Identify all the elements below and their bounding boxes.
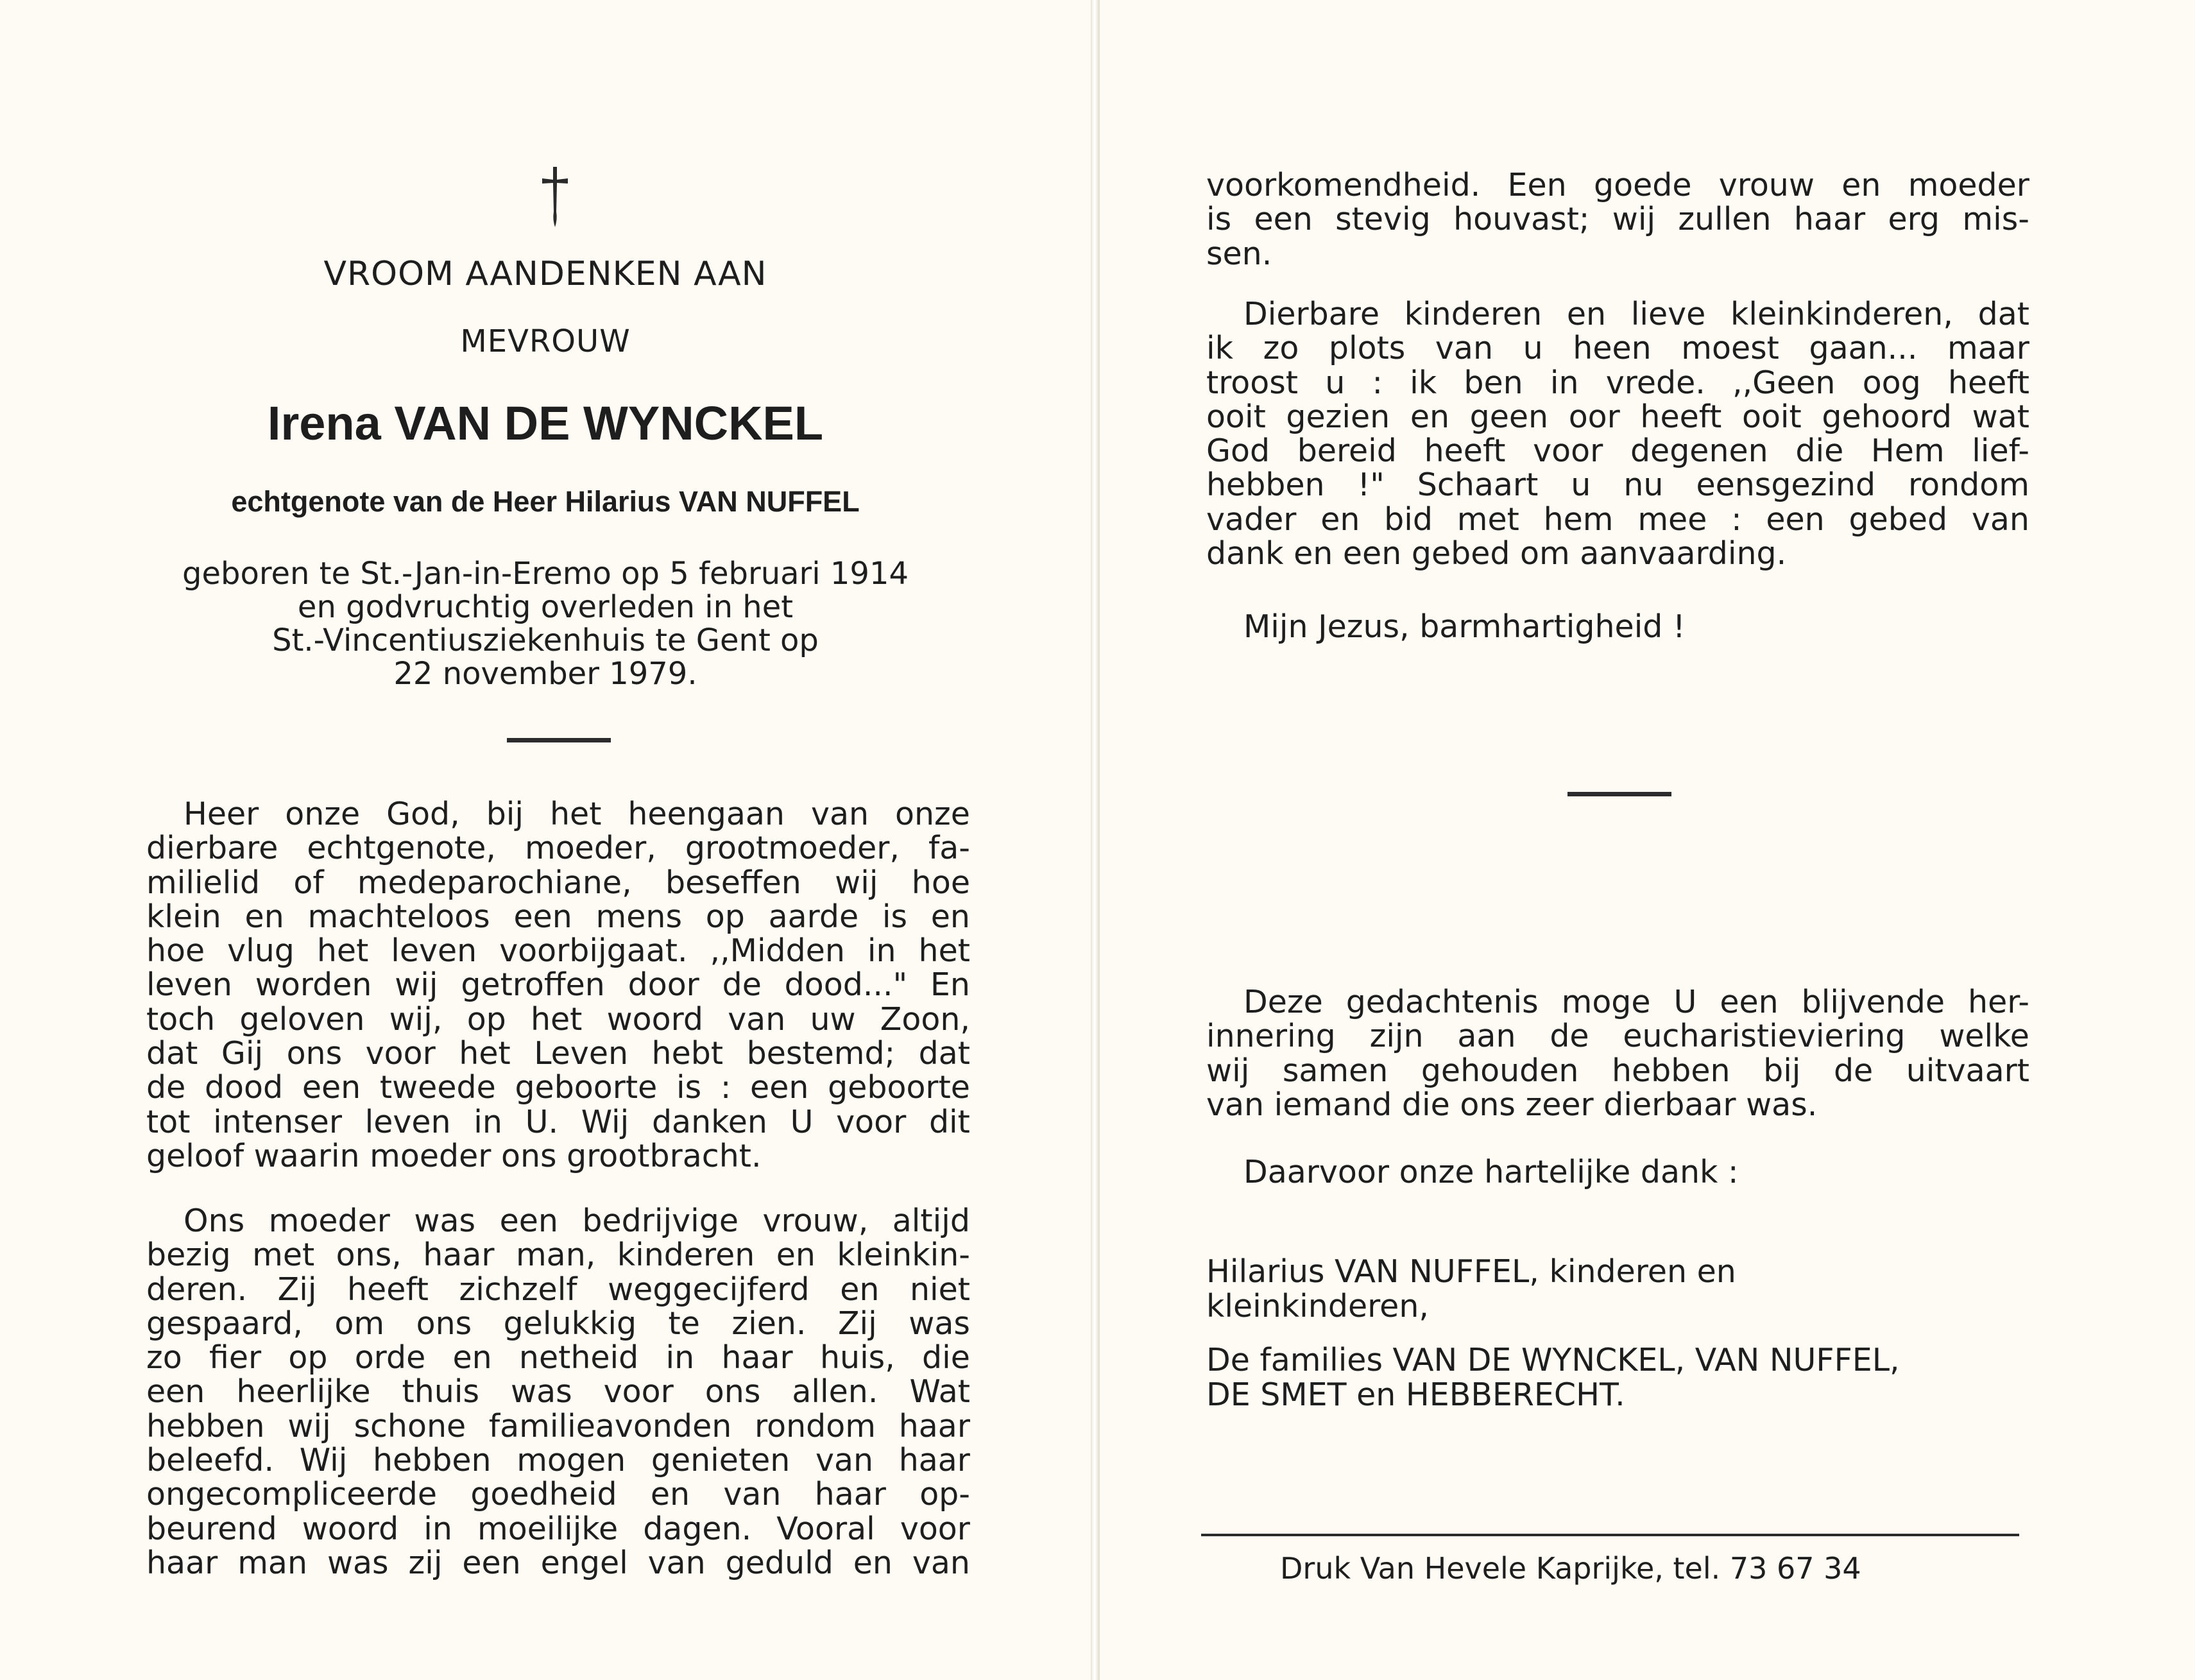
text-line: klein en machteloos een mens op aarde is en <box>146 898 970 935</box>
card-fold <box>1091 0 1098 1680</box>
cross-icon <box>536 166 574 230</box>
prayer-paragraph-4 <box>1206 297 2029 570</box>
text-line: zo fier op orde en netheid in haar huis, die <box>146 1339 970 1376</box>
text-line: wij samen gehouden hebben bij de uitvaart <box>1206 1052 2029 1089</box>
text-line: God bereid heeft voor degenen die Hem lief- <box>1206 433 2029 470</box>
text-line: Ons moeder was een bedrijvige vrouw, altijd <box>184 1203 970 1239</box>
prayer-paragraph-2 <box>146 1204 970 1580</box>
text-line: beurend woord in moeilijke dagen. Vooral voor <box>146 1510 970 1547</box>
text-line: geloof waarin moeder ons grootbracht. <box>146 1137 762 1174</box>
text-line: bezig met ons, haar man, kinderen en kleinkin- <box>146 1237 970 1274</box>
families-line: De families VAN DE WYNCKEL, VAN NUFFEL, <box>1206 1342 1900 1378</box>
text-line: ik zo plots van u heen moest gaan... maar <box>1206 330 2029 367</box>
dates-line: 22 november 1979. <box>393 656 697 692</box>
text-line: is een stevig houvast; wij zullen haar erg mis- <box>1206 201 2029 238</box>
text-line: tot intenser leven in U. Wij danken U voor dit <box>146 1103 970 1140</box>
families-line: DE SMET en HEBBERECHT. <box>1206 1376 1625 1413</box>
text-line: dat Gij ons voor het Leven hebt bestemd; dat <box>146 1035 970 1072</box>
text-line: toch geloven wij, op het woord van uw Zoon, <box>146 1000 970 1038</box>
text-line: haar man was zij een engel van geduld en van <box>146 1544 970 1581</box>
deceased-name: Irena VAN DE WYNCKEL <box>267 397 824 450</box>
text-line: Dierbare kinderen en lieve kleinkinderen, dat <box>1243 296 2029 332</box>
text-line: vader en bid met hem mee : een gebed van <box>1206 501 2029 538</box>
spouse-line: echtgenote van de Heer Hilarius VAN NUFFEL <box>231 485 860 518</box>
text-line: troost u : ik ben in vrede. ,,Geen oog heeft <box>1206 364 2029 401</box>
text-line: sen. <box>1206 235 1272 272</box>
text-line: beleefd. Wij hebben mogen genieten van haar <box>146 1442 970 1479</box>
text-line: een heerlijke thuis was voor ons allen. Wat <box>146 1373 970 1410</box>
thanks-line: Daarvoor onze hartelijke dank : <box>1243 1154 1739 1190</box>
text-line: voorkomendheid. Een goede vrouw en moeder <box>1206 167 2029 203</box>
printer-credit: Druk Van Hevele Kaprijke, tel. 73 67 34 <box>1280 1551 1861 1586</box>
heading-in-memory: VROOM AANDENKEN AAN <box>323 255 767 293</box>
text-line: ongecompliceerde goedheid en van haar op- <box>146 1476 970 1513</box>
text-line: hoe vlug het leven voorbijgaat. ,,Midden in het <box>146 932 970 970</box>
text-line: hebben !" Schaart u nu eensgezind rondom <box>1206 467 2029 504</box>
text-line: de dood een tweede geboorte is : een geboorte <box>146 1069 970 1106</box>
printer-rule <box>1201 1534 2019 1536</box>
text-line: hebben wij schone familieavonden rondom haar <box>146 1407 970 1444</box>
text-line: gespaard, om ons gelukkig te zien. Zij was <box>146 1305 970 1342</box>
family-line: Hilarius VAN NUFFEL, kinderen en <box>1206 1253 1736 1290</box>
text-line: Deze gedachtenis moge U een blijvende her- <box>1243 984 2029 1020</box>
text-line: milielid of medeparochiane, beseffen wij hoe <box>146 864 970 901</box>
families-signature <box>1206 1343 1900 1412</box>
remembrance-paragraph <box>1206 985 2029 1122</box>
text-line: dierbare echtgenote, moeder, grootmoeder, fa- <box>146 830 970 867</box>
heading-title: MEVROUW <box>460 323 631 359</box>
text-line: deren. Zij heeft zichzelf weggecijferd en niet <box>146 1271 970 1308</box>
text-line: ooit gezien en geen oor heeft ooit gehoord wat <box>1206 398 2029 435</box>
text-line: van iemand die ons zeer dierbaar was. <box>1206 1086 1818 1123</box>
prayer-paragraph-3 <box>1206 168 2029 271</box>
text-line: leven worden wij getroffen door de dood..." En <box>146 966 970 1004</box>
dates-line: en godvruchtig overleden in het <box>297 589 794 625</box>
prayer-paragraph-1 <box>146 797 970 1173</box>
text-line: dank en een gebed om aanvaarding. <box>1206 535 1787 572</box>
birth-death-dates <box>128 557 962 690</box>
invocation-line: Mijn Jezus, barmhartigheid ! <box>1243 608 1686 645</box>
divider <box>507 738 611 742</box>
text-line: Heer onze God, bij het heengaan van onze <box>184 796 970 832</box>
family-line: kleinkinderen, <box>1206 1288 1429 1324</box>
dates-line: St.-Vincentiusziekenhuis te Gent op <box>272 622 819 658</box>
text-line: innering zijn aan de eucharistieviering welke <box>1206 1018 2029 1055</box>
family-signature <box>1206 1255 1736 1324</box>
divider <box>1567 792 1671 796</box>
dates-line: geboren te St.-Jan-in-Eremo op 5 februari 1914 <box>182 556 909 592</box>
